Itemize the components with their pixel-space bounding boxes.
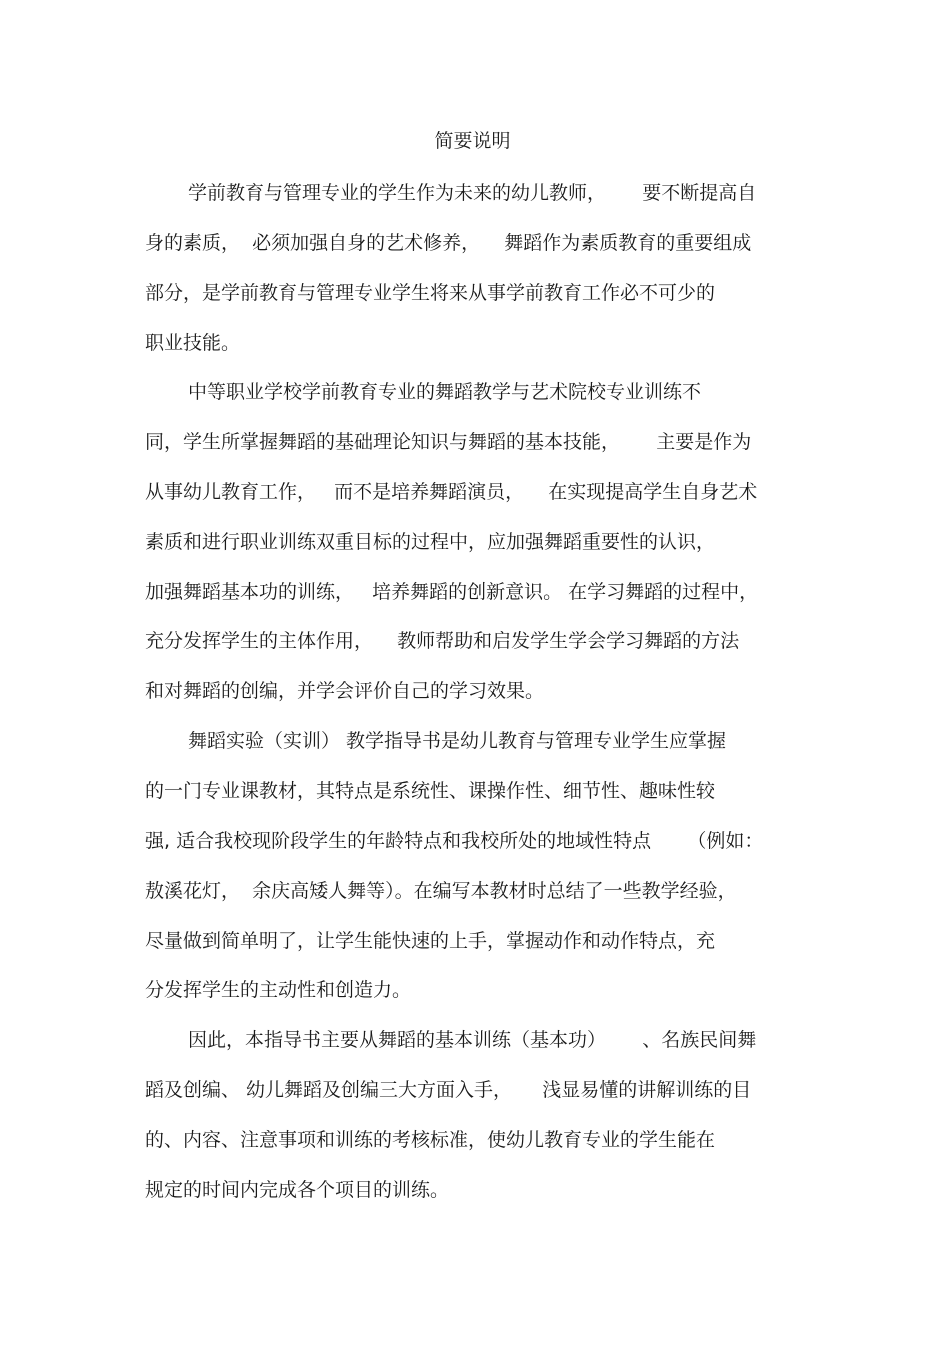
text-line: 中等职业学校学前教育专业的舞蹈教学与艺术院校专业训练不: [188, 381, 702, 403]
text-line: 规定的时间内完成各个项目的训练。: [145, 1179, 450, 1201]
text-line: 部分，是学前教育与管理专业学生将来从事学前教育工作必不可少的: [145, 282, 716, 304]
text-line: 因此，本指导书主要从舞蹈的基本训练（基本功） 、名族民间舞: [188, 1029, 757, 1051]
text-line: 充分发挥学生的主体作用， 教师帮助和启发学生学会学习舞蹈的方法: [145, 630, 740, 652]
text-line: 和对舞蹈的创编，并学会评价自己的学习效果。: [145, 680, 545, 702]
text-line: 蹈及创编、 幼儿舞蹈及创编三大方面入手， 浅显易懂的讲解训练的目: [145, 1079, 752, 1101]
text-line: 职业技能。: [145, 332, 241, 354]
text-line: 的一门专业课教材，其特点是系统性、课操作性、细节性、趣味性较: [145, 780, 716, 802]
text-line: 身的素质， 必须加强自身的艺术修养， 舞蹈作为素质教育的重要组成: [145, 232, 752, 254]
text-line: 强, 适合我校现阶段学生的年龄特点和我校所处的地域性特点 （例如：: [145, 830, 764, 852]
text-line: 的、内容、注意事项和训练的考核标准，使幼儿教育专业的学生能在: [145, 1129, 716, 1151]
text-line: 素质和进行职业训练双重目标的过程中，应加强舞蹈重要性的认识，: [145, 531, 716, 553]
text-line: 舞蹈实验（实训） 教学指导书是幼儿教育与管理专业学生应掌握: [188, 730, 727, 752]
text-line: 学前教育与管理专业的学生作为未来的幼儿教师， 要不断提高自: [188, 182, 757, 204]
page-title: 简要说明: [434, 130, 511, 152]
text-line: 同，学生所掌握舞蹈的基础理论知识与舞蹈的基本技能， 主要是作为: [145, 431, 752, 453]
text-line: 分发挥学生的主动性和创造力。: [145, 979, 412, 1001]
text-line: 尽量做到简单明了，让学生能快速的上手，掌握动作和动作特点，充: [145, 930, 716, 952]
text-line: 加强舞蹈基本功的训练， 培养舞蹈的创新意识。 在学习舞蹈的过程中，: [145, 581, 759, 603]
text-line: 从事幼儿教育工作， 而不是培养舞蹈演员， 在实现提高学生自身艺术: [145, 481, 758, 503]
text-line: 敖溪花灯， 余庆高矮人舞等）。在编写本教材时总结了一些教学经验，: [145, 880, 737, 902]
